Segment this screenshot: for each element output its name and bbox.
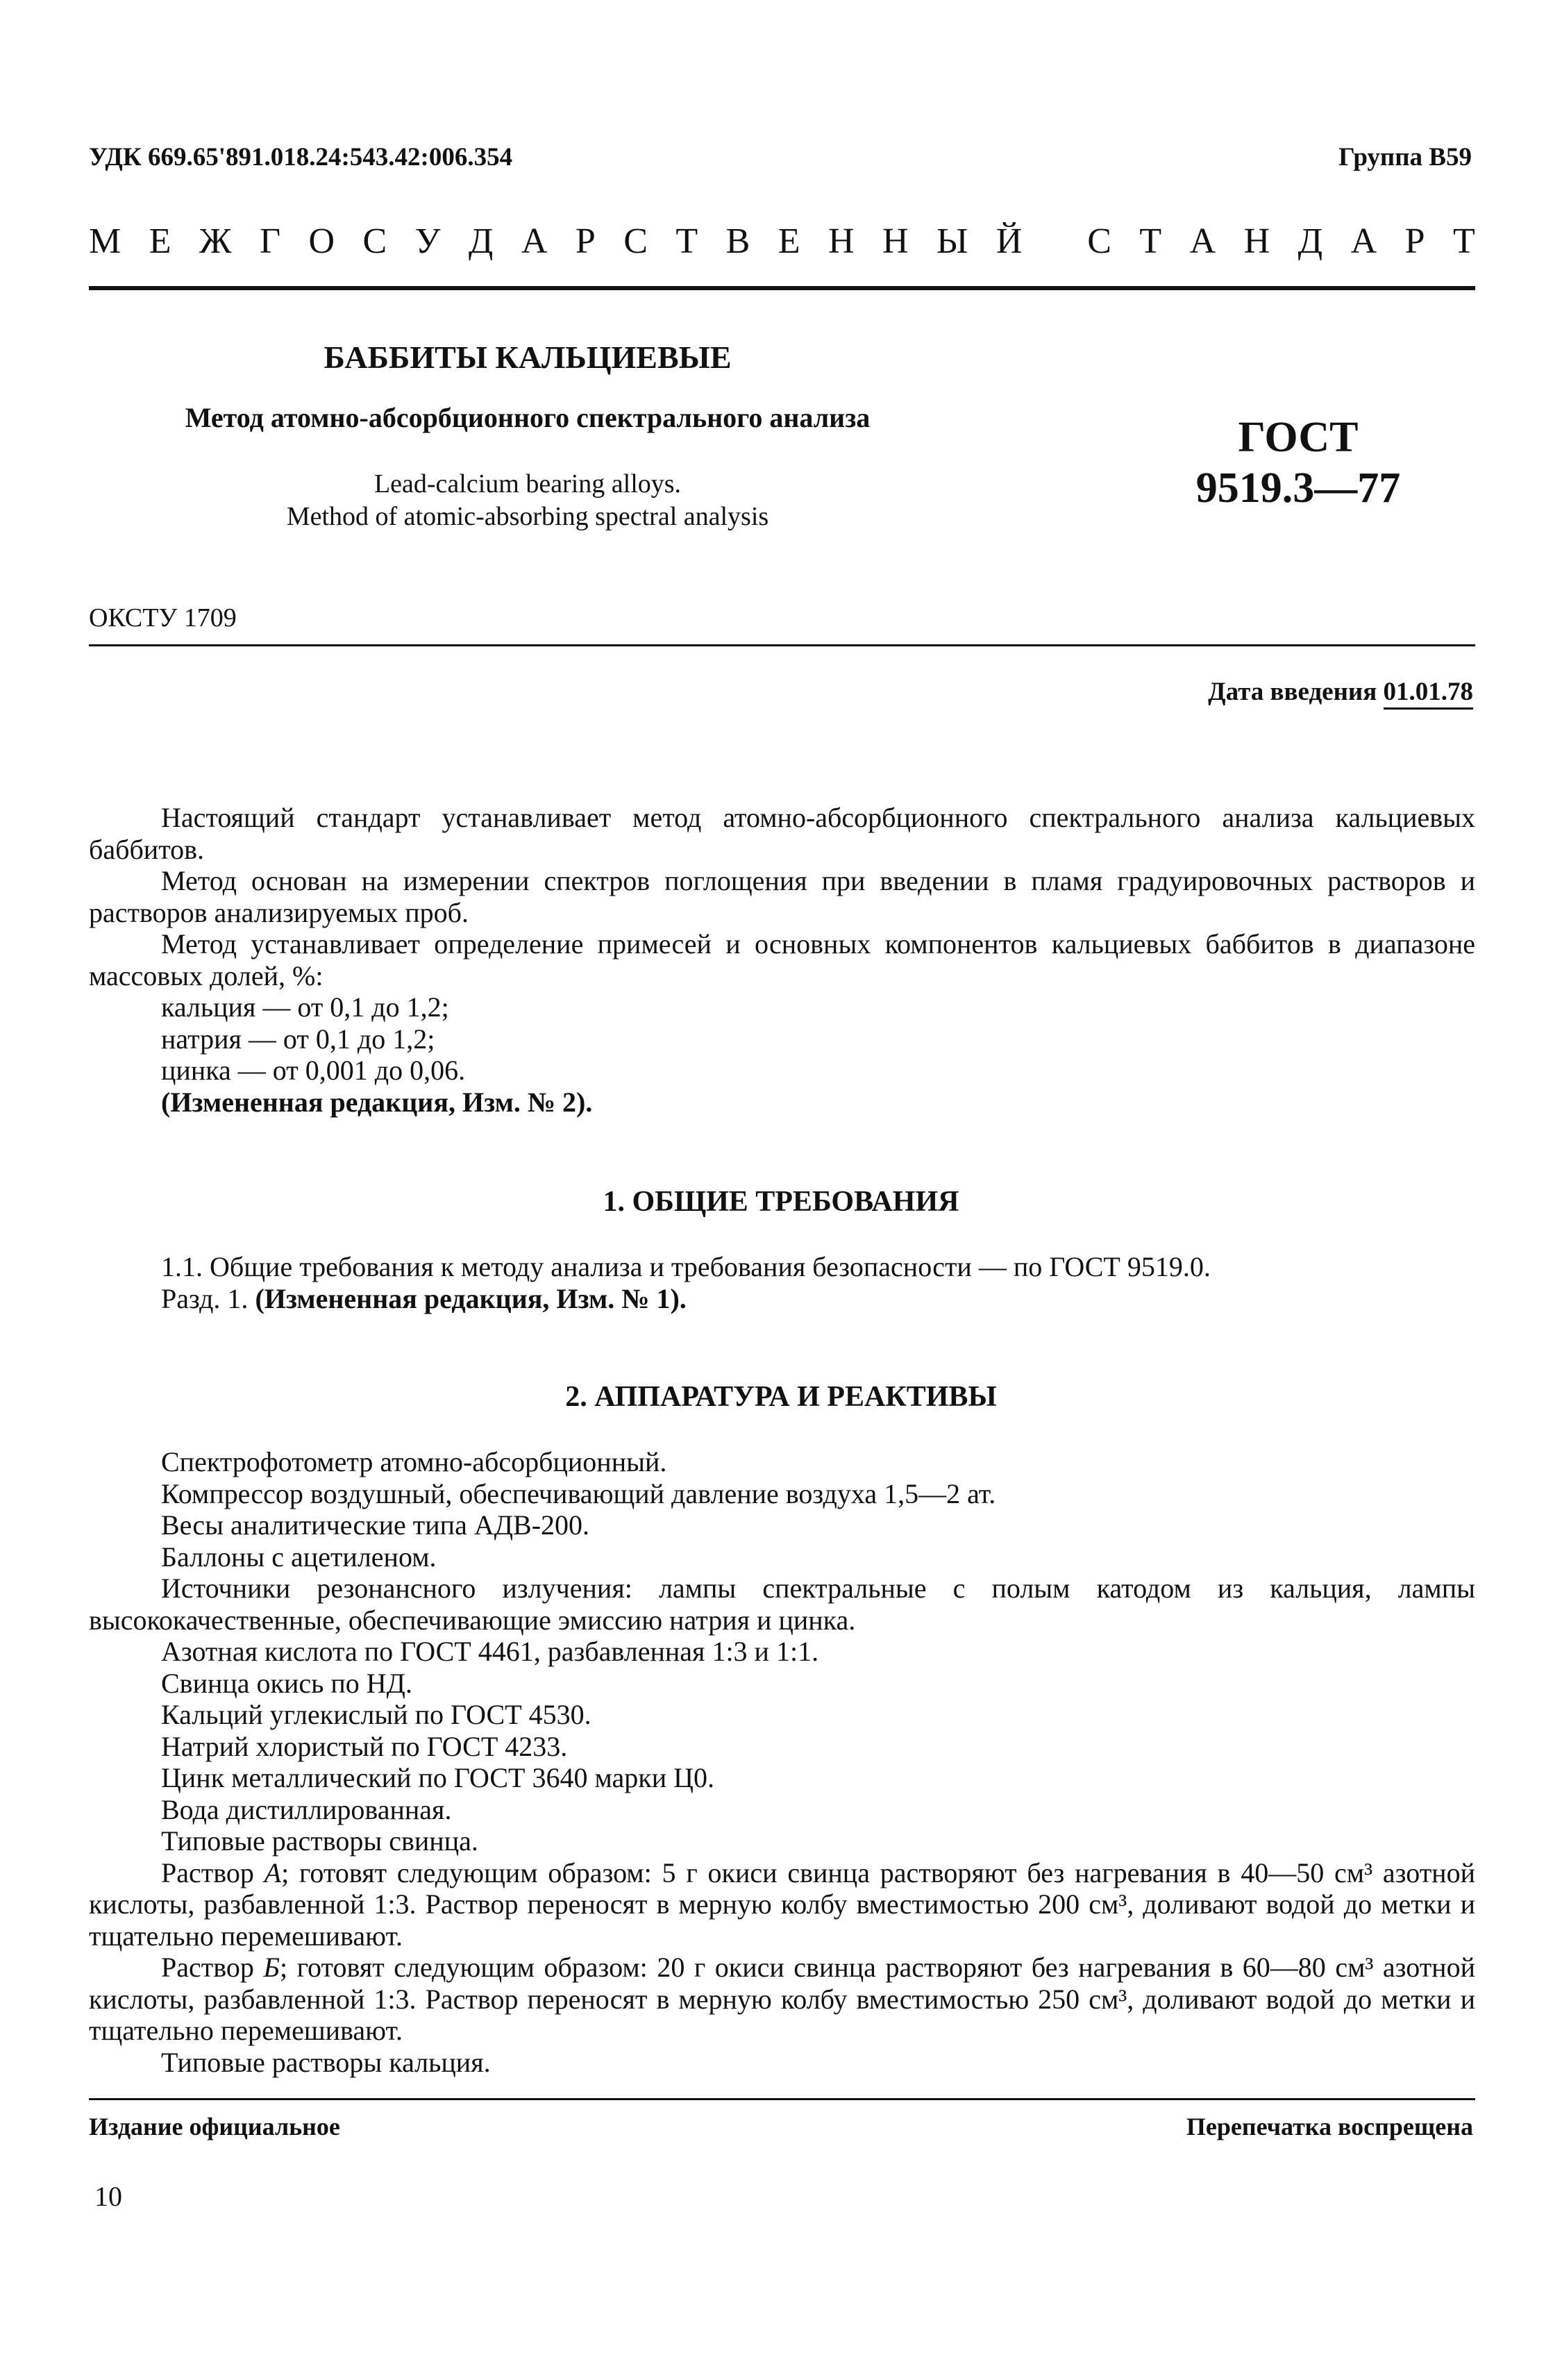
okstu-rule [89,644,1475,646]
standard-type-letter: С [362,221,387,261]
english-title-line-2: Method of atomic-absorbing spectral analysis [286,502,769,531]
razd-prefix: Разд. 1. [161,1282,249,1314]
english-title-line-1: Lead-calcium bearing alloys. [373,469,682,498]
preamble [89,802,1475,1118]
document-subtitle: Метод атомно-абсорбционного спектрального анализа [185,402,871,433]
solution-b-letter: Б [263,1952,280,1983]
reagent-item: Свинца окись по НД. [161,1667,412,1699]
calcium-solutions-item: Типовые растворы кальция. [161,2046,491,2078]
standard-type-letter: Г [259,221,281,261]
solution-a-letter: А [264,1857,282,1888]
equipment-item: Компрессор воздушный, обеспечивающий давление воздуха 1,5—2 ат. [161,1477,996,1509]
standard-type-letter: С [623,221,648,261]
section-2-heading: 2. АППАРАТУРА И РЕАКТИВЫ [565,1381,997,1413]
standard-type-letter: Й [996,221,1023,261]
standard-type-letter: Д [468,221,494,261]
preamble-paragraph: Настоящий стандарт устанавливает метод атомно-абсорбционного спектрального анализа кальциевых баббитов. [89,802,1475,865]
gost-label: ГОСТ [1238,414,1359,461]
standard-type-letter: Д [1298,221,1323,261]
reprint-prohibited-note: Перепечатка воспрещена [1186,2113,1473,2140]
solution-b-prefix: Раствор [161,1952,264,1983]
range-sodium: натрия — от 0,1 до 1,2; [161,1023,435,1055]
standard-type-letter: У [414,221,441,261]
footer-rule [89,2098,1475,2100]
standard-type-letter: О [308,221,335,261]
preamble-paragraph: Метод устанавливает определение примесей и основных компонентов кальциевых баббитов в диапазоне массовых долей, %: [89,928,1475,991]
standard-type-letter: А [521,221,548,261]
standard-type-letter: Р [1404,221,1425,261]
razd-amendment: (Измененная редакция, Изм. № 1). [255,1282,687,1314]
official-edition-note: Издание официальное [89,2113,340,2140]
equipment-item: Баллоны с ацетиленом. [161,1541,437,1573]
solution-a-text: ; готовят следующим образом: 5 г окиси свинца растворяют без нагревания в 40—50 см³ азотной кислоты, разбавленной 1:3. Раствор переносят в мерную колбу вместимостью 200 см³, доливают водой до метки и тщательно перемешивают. [89,1857,1475,1952]
group-code: Группа В59 [1338,143,1472,171]
standard-type-letter: Н [1243,221,1270,261]
reagent-item: Вода дистиллированная. [161,1793,452,1825]
section-1-heading: 1. ОБЩИЕ ТРЕБОВАНИЯ [603,1186,959,1218]
standard-type-letter: Е [149,221,171,261]
standard-type-letter: Р [575,221,596,261]
standard-type-letter: Н [828,221,855,261]
reagent-item: Типовые растворы свинца. [161,1825,478,1857]
range-calcium: кальция — от 0,1 до 1,2; [161,991,449,1023]
equipment-item: Источники резонансного излучения: лампы спектральные с полым катодом из кальция, лампы высококачественные, обеспечивающие эмиссию натрия и цинка. [89,1573,1475,1636]
equipment-item: Весы аналитические типа АДВ-200. [161,1509,590,1541]
solution-b-text: ; готовят следующим образом: 20 г окиси свинца растворяют без нагревания в 60—80 см³ азотной кислоты, разбавленной 1:3. Раствор переносят в мерную колбу вместимостью 250 см³, доливают водой до метки и тщательно перемешивают. [89,1952,1475,2046]
standard-type-letter: Ы [937,221,968,261]
solution-b-paragraph [89,1952,1475,2047]
standard-type-letter [1050,221,1059,262]
standard-type-letter: Т [1139,221,1162,261]
standard-type-letter: А [1350,221,1377,261]
introduction-date-label: Дата введения [1208,678,1377,706]
reagent-item: Натрий хлористый по ГОСТ 4233. [161,1730,568,1762]
reagent-item: Цинк металлический по ГОСТ 3640 марки Ц0. [161,1762,715,1793]
preamble-paragraph: Метод основан на измерении спектров поглощения при введении в пламя градуировочных растворов и растворов анализируемых проб. [89,865,1475,928]
range-zinc: цинка — от 0,001 до 0,06. [161,1055,466,1086]
equipment-item: Спектрофотометр атомно-абсорбционный. [161,1446,667,1477]
okstu-code: ОКСТУ 1709 [89,603,237,632]
item-1-1: 1.1. Общие требования к методу анализа и требования безопасности — по ГОСТ 9519.0. [161,1251,1211,1282]
standard-type-letter: Ж [199,221,232,261]
solution-a-prefix: Раствор [161,1857,264,1888]
standard-type-letter: С [1087,221,1111,261]
amendment-note: (Измененная редакция, Изм. № 2). [161,1086,593,1118]
standard-type-letter: Н [882,221,909,261]
gost-number: 9519.3—77 [1195,464,1401,512]
introduction-date-value: 01.01.78 [1384,678,1474,710]
standard-type-letter: В [725,221,750,261]
document-title: БАББИТЫ КАЛЬЦИЕВЫЕ [324,340,732,375]
section-2-body [89,1446,1475,2078]
standard-type-letter: М [89,221,121,261]
reagent-item: Кальций углекислый по ГОСТ 4530. [161,1699,591,1730]
solution-a-paragraph [89,1857,1475,1952]
top-rule-thick [89,286,1475,290]
section-1-amendment [89,1283,1475,1315]
standard-type-letter: Т [1453,221,1475,261]
udk-code: УДК 669.65'891.018.24:543.42:006.354 [89,143,513,171]
reagent-item: Азотная кислота по ГОСТ 4461, разбавленная 1:3 и 1:1. [161,1636,819,1667]
introduction-date [1208,677,1473,707]
standard-type-letter: Е [778,221,800,261]
standard-type-heading [89,221,1475,262]
standard-type-letter: Т [675,221,698,261]
page-number: 10 [94,2181,122,2212]
standard-type-letter: А [1189,221,1216,261]
section-1-body [89,1251,1475,1314]
